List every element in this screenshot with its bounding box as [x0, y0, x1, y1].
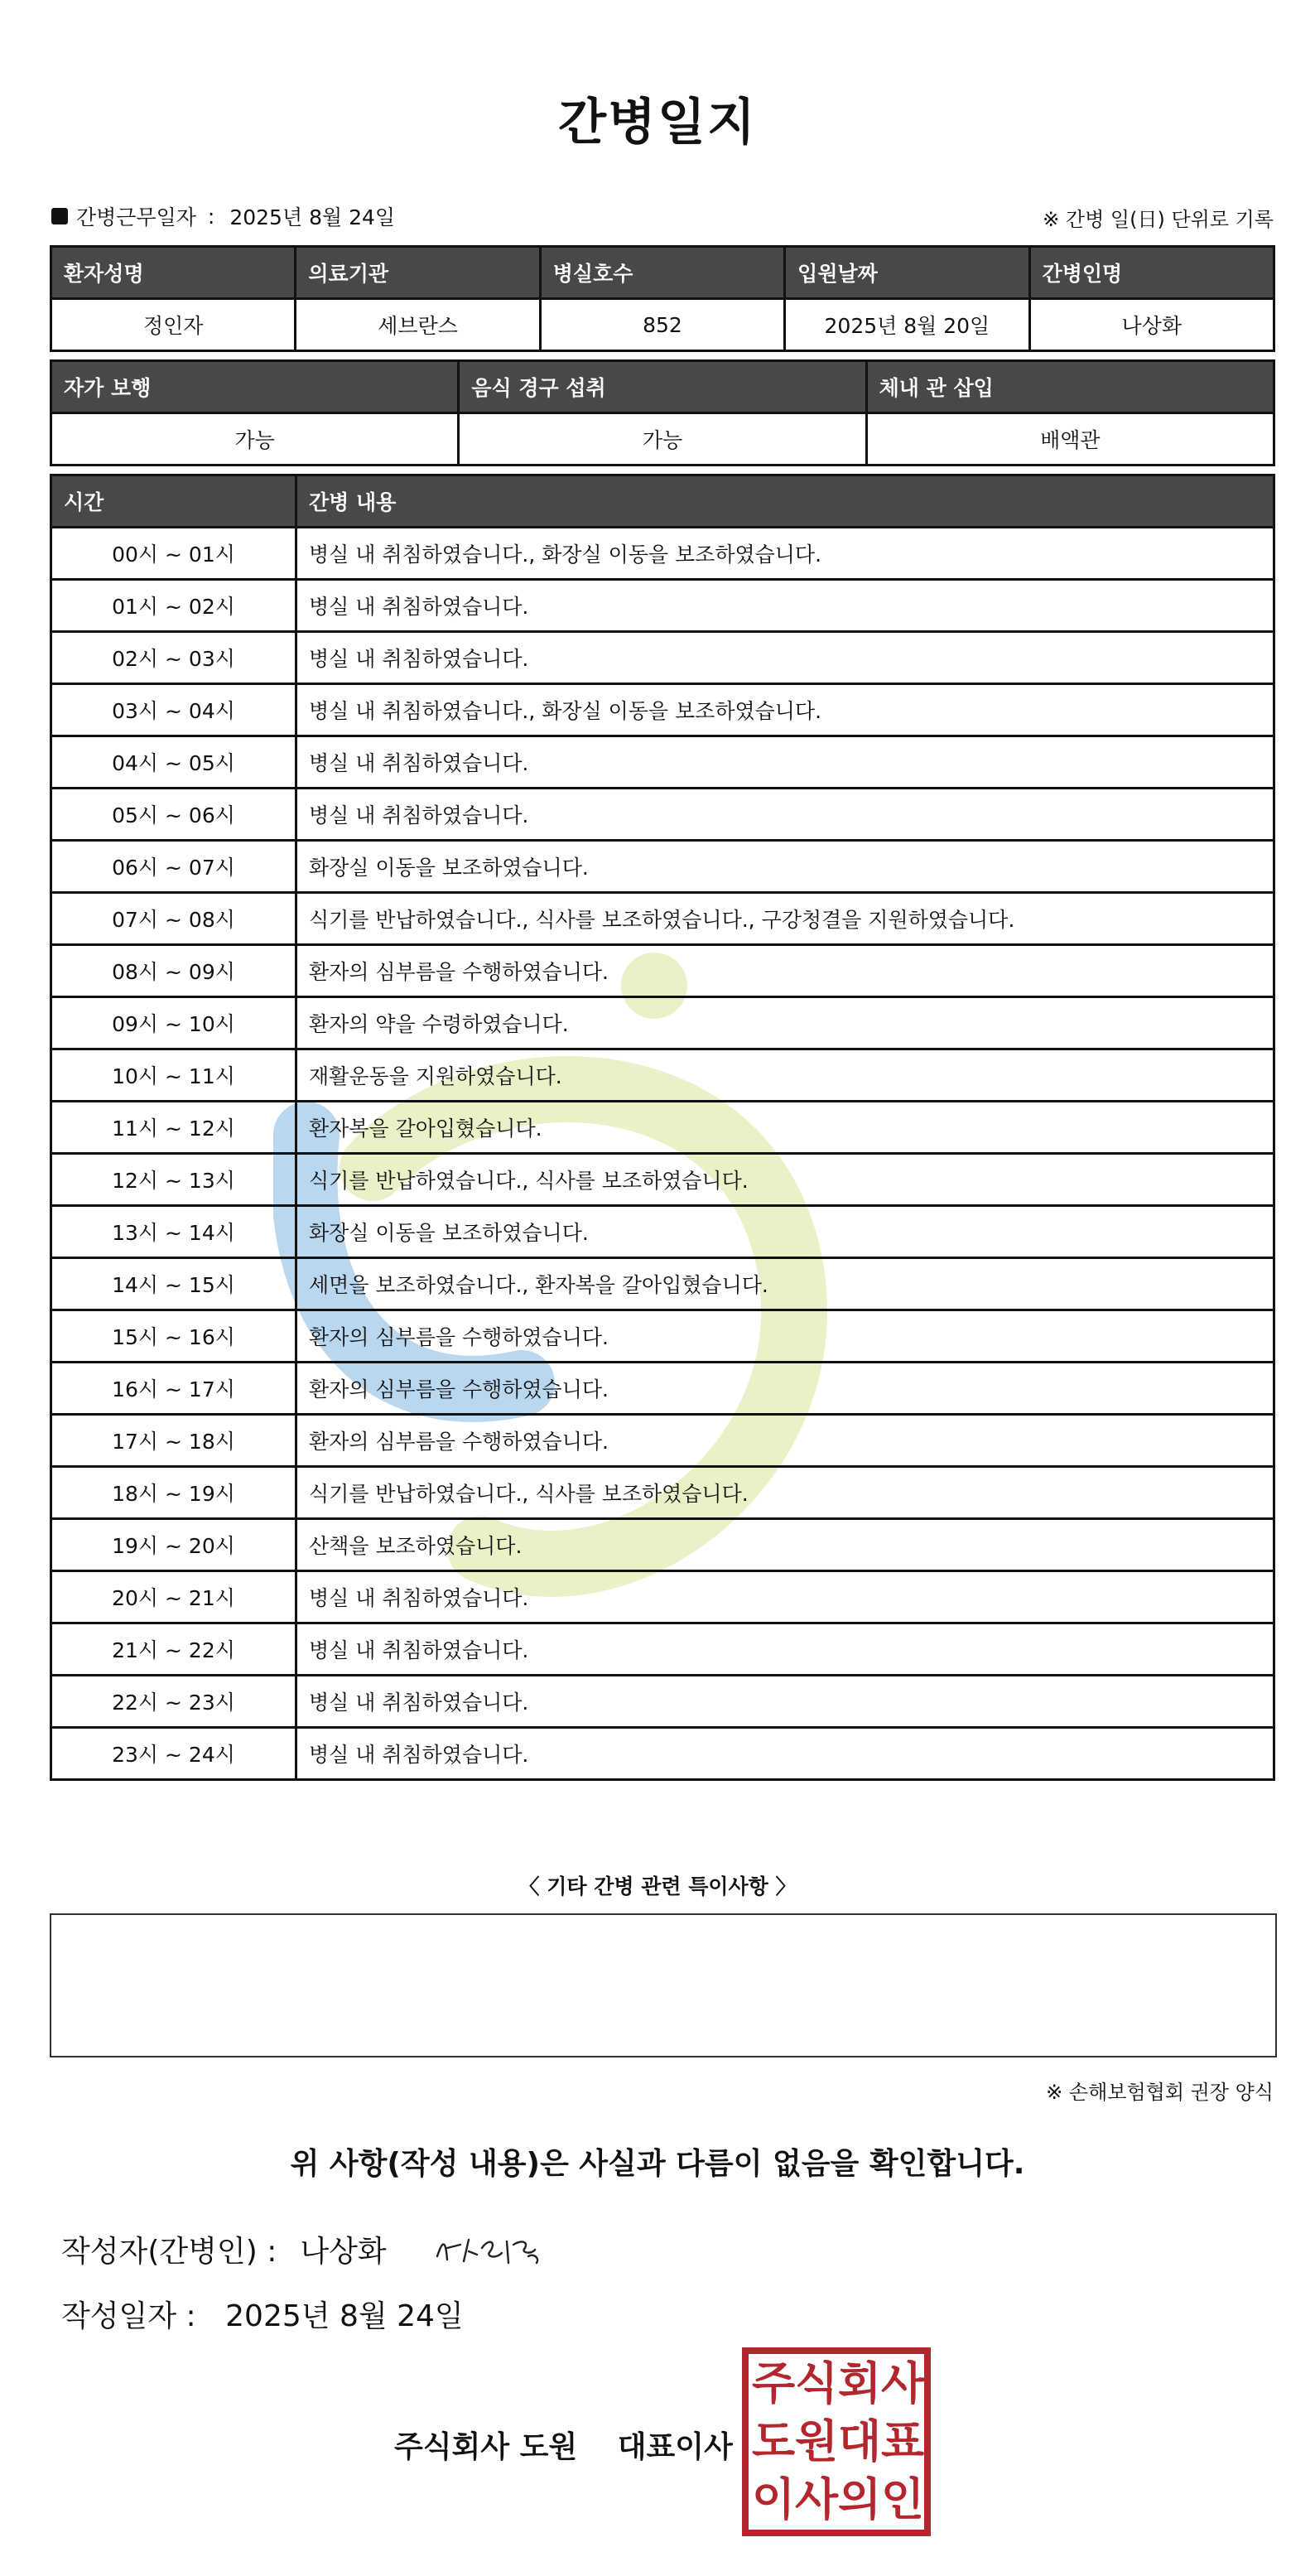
care-log-table: [50, 474, 1275, 1781]
written-date-value: 2025년 8월 24일: [225, 2299, 464, 2333]
caregiver-name-cell: 나상화: [1029, 299, 1274, 351]
time-cell: 19시 ~ 20시: [51, 1519, 296, 1571]
care-content-cell: 환자의 심부름을 수행하였습니다.: [296, 1415, 1274, 1467]
table-row: [51, 528, 1274, 580]
table-row: [51, 1571, 1274, 1623]
table-row: [51, 580, 1274, 632]
seal-character: 식: [795, 2357, 839, 2410]
remarks-box: [50, 1913, 1277, 2057]
caregiver-name-header: 간병인명: [1029, 247, 1274, 299]
table-row: [51, 1310, 1274, 1363]
daily-record-note: ※ 간병 일(日) 단위로 기록: [1043, 208, 1274, 231]
table-row: [51, 945, 1274, 997]
table-row: [51, 1102, 1274, 1154]
time-cell: 17시 ~ 18시: [51, 1415, 296, 1467]
time-cell: 20시 ~ 21시: [51, 1571, 296, 1623]
table-row: [51, 1728, 1274, 1780]
care-content-cell: 재활운동을 지원하였습니다.: [296, 1049, 1274, 1102]
time-cell: 14시 ~ 15시: [51, 1258, 296, 1310]
table-row: [51, 1154, 1274, 1206]
table-row: [51, 1467, 1274, 1519]
admission-date-cell: 2025년 8월 20일: [785, 299, 1029, 351]
square-bullet-icon: [51, 208, 68, 224]
walking-header: 자가 보행: [51, 361, 459, 413]
table-row: [51, 1049, 1274, 1102]
care-content-cell: 화장실 이동을 보조하였습니다.: [296, 1206, 1274, 1258]
time-cell: 06시 ~ 07시: [51, 841, 296, 893]
time-cell: 23시 ~ 24시: [51, 1728, 296, 1780]
seal-character: 도: [752, 2415, 796, 2467]
patient-name-header: 환자성명: [51, 247, 296, 299]
care-content-cell: 병실 내 취침하였습니다.: [296, 632, 1274, 684]
table-row: [51, 1363, 1274, 1415]
written-date-line: [61, 2293, 464, 2335]
care-content-cell: 병실 내 취침하였습니다.: [296, 1623, 1274, 1676]
time-cell: 15시 ~ 16시: [51, 1310, 296, 1363]
table-row: [51, 1258, 1274, 1310]
care-content-cell: 식기를 반납하였습니다., 식사를 보조하였습니다.: [296, 1467, 1274, 1519]
seal-character: 이: [752, 2473, 796, 2525]
patient-info-table: [50, 245, 1275, 352]
tube-insertion-header: 체내 관 삽입: [866, 361, 1274, 413]
confirmation-statement: 위 사항(작성 내용)은 사실과 다름이 없음을 확인합니다.: [290, 2147, 1025, 2181]
time-cell: 21시 ~ 22시: [51, 1623, 296, 1676]
writer-line: [61, 2228, 387, 2270]
recommended-form-note: ※ 손해보험협회 권장 양식: [1046, 2081, 1274, 2104]
time-cell: 03시 ~ 04시: [51, 684, 296, 736]
work-date-label: 간병근무일자: [76, 205, 196, 229]
oral-intake-header: 음식 경구 섭취: [459, 361, 866, 413]
care-content-cell: 화장실 이동을 보조하였습니다.: [296, 841, 1274, 893]
document-title: 간병일지: [558, 94, 757, 152]
seal-character: 사: [795, 2473, 839, 2525]
care-content-cell: 병실 내 취침하였습니다.: [296, 1571, 1274, 1623]
care-content-cell: 병실 내 취침하였습니다., 화장실 이동을 보조하였습니다.: [296, 528, 1274, 580]
time-cell: 12시 ~ 13시: [51, 1154, 296, 1206]
care-content-header: 간병 내용: [296, 475, 1274, 528]
company-line: [394, 2424, 733, 2466]
writer-name: 나상화: [300, 2235, 387, 2269]
time-cell: 09시 ~ 10시: [51, 997, 296, 1049]
seal-character: 의: [838, 2473, 882, 2525]
hospital-header: 의료기관: [296, 247, 540, 299]
table-row: [51, 841, 1274, 893]
seal-character: 회: [838, 2357, 882, 2410]
care-content-cell: 병실 내 취침하였습니다.: [296, 580, 1274, 632]
seal-character: 인: [881, 2473, 925, 2525]
table-row: [51, 1415, 1274, 1467]
care-content-cell: 환자의 심부름을 수행하였습니다.: [296, 1310, 1274, 1363]
seal-character: 대: [838, 2415, 882, 2467]
written-date-label: 작성일자 :: [61, 2299, 196, 2333]
care-content-cell: 환자의 심부름을 수행하였습니다.: [296, 1363, 1274, 1415]
care-content-cell: 병실 내 취침하였습니다., 화장실 이동을 보조하였습니다.: [296, 684, 1274, 736]
time-cell: 02시 ~ 03시: [51, 632, 296, 684]
table-row: [51, 1519, 1274, 1571]
table-row: [51, 632, 1274, 684]
care-content-cell: 환자의 심부름을 수행하였습니다.: [296, 945, 1274, 997]
table-row: [51, 684, 1274, 736]
care-content-cell: 병실 내 취침하였습니다.: [296, 1676, 1274, 1728]
time-cell: 04시 ~ 05시: [51, 736, 296, 789]
table-row: [51, 1206, 1274, 1258]
time-cell: 22시 ~ 23시: [51, 1676, 296, 1728]
remarks-title: 〈 기타 간병 관련 특이사항 〉: [518, 1874, 797, 1898]
work-date-value: 2025년 8월 24일: [229, 205, 396, 229]
time-cell: 00시 ~ 01시: [51, 528, 296, 580]
table-row: [51, 789, 1274, 841]
room-cell: 852: [540, 299, 784, 351]
table-row: [51, 1623, 1274, 1676]
seal-character: 주: [752, 2357, 796, 2410]
time-cell: 01시 ~ 02시: [51, 580, 296, 632]
care-content-cell: 산책을 보조하였습니다.: [296, 1519, 1274, 1571]
company-name: 주식회사 도원: [394, 2430, 578, 2464]
admission-date-header: 입원날짜: [785, 247, 1029, 299]
time-cell: 07시 ~ 08시: [51, 893, 296, 945]
care-content-cell: 병실 내 취침하였습니다.: [296, 789, 1274, 841]
time-cell: 08시 ~ 09시: [51, 945, 296, 997]
table-row: [51, 736, 1274, 789]
writer-label: 작성자(간병인) :: [61, 2235, 277, 2269]
hospital-cell: 세브란스: [296, 299, 540, 351]
care-log-body: [51, 528, 1274, 1780]
time-cell: 10시 ~ 11시: [51, 1049, 296, 1102]
oral-intake-cell: 가능: [459, 413, 866, 466]
seal-character: 표: [881, 2415, 925, 2467]
time-header: 시간: [51, 475, 296, 528]
time-cell: 16시 ~ 17시: [51, 1363, 296, 1415]
walking-cell: 가능: [51, 413, 459, 466]
care-content-cell: 병실 내 취침하였습니다.: [296, 736, 1274, 789]
seal-character: 원: [795, 2415, 839, 2467]
care-content-cell: 환자의 약을 수령하였습니다.: [296, 997, 1274, 1049]
table-row: [51, 1676, 1274, 1728]
patient-status-table: [50, 359, 1275, 466]
seal-character: 사: [881, 2357, 925, 2410]
care-content-cell: 세면을 보조하였습니다., 환자복을 갈아입혔습니다.: [296, 1258, 1274, 1310]
care-content-cell: 환자복을 갈아입혔습니다.: [296, 1102, 1274, 1154]
work-date-separator: :: [207, 204, 215, 229]
work-date: [51, 201, 395, 231]
time-cell: 11시 ~ 12시: [51, 1102, 296, 1154]
care-content-cell: 식기를 반납하였습니다., 식사를 보조하였습니다.: [296, 1154, 1274, 1206]
care-content-cell: 병실 내 취침하였습니다.: [296, 1728, 1274, 1780]
time-cell: 18시 ~ 19시: [51, 1467, 296, 1519]
table-row: [51, 997, 1274, 1049]
table-row: [51, 893, 1274, 945]
patient-name-cell: 정인자: [51, 299, 296, 351]
company-seal-stamp: [740, 2346, 932, 2538]
time-cell: 13시 ~ 14시: [51, 1206, 296, 1258]
tube-insertion-cell: 배액관: [866, 413, 1274, 466]
room-header: 병실호수: [540, 247, 784, 299]
time-cell: 05시 ~ 06시: [51, 789, 296, 841]
company-representative-title: 대표이사: [617, 2430, 733, 2464]
handwritten-signature: [431, 2223, 555, 2273]
care-content-cell: 식기를 반납하였습니다., 식사를 보조하였습니다., 구강청결을 지원하였습니다.: [296, 893, 1274, 945]
